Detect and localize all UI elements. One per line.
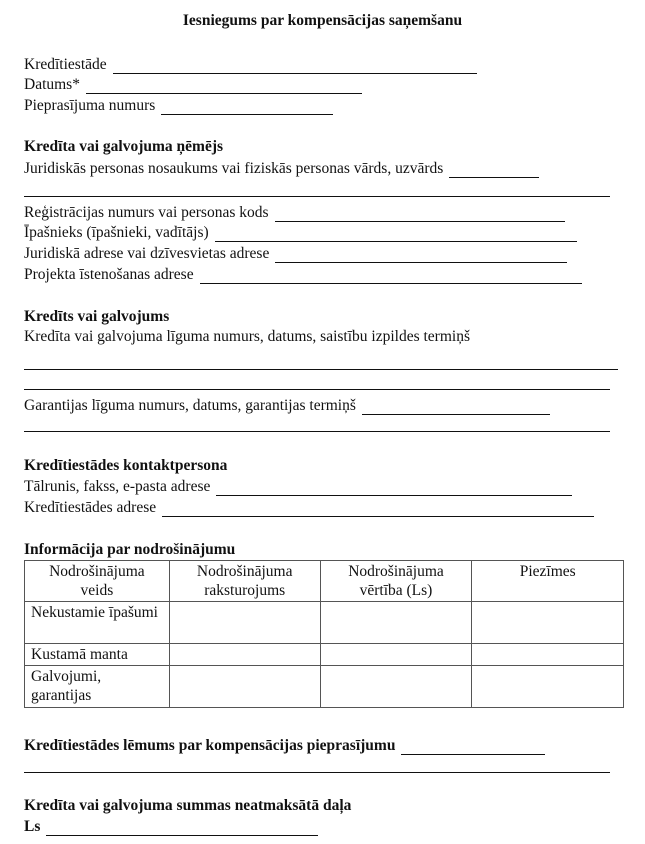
project-address-input[interactable] — [200, 269, 582, 284]
contact-phone-input[interactable] — [216, 481, 572, 496]
form-title: Iesniegums par kompensācijas saņemšanu — [182, 12, 463, 29]
date-field — [24, 74, 362, 94]
movable-property-value-cell[interactable] — [320, 644, 472, 666]
request-number-field — [24, 95, 333, 115]
credit-institution-label: Kredītiestāde — [24, 56, 107, 73]
registration-number-input[interactable] — [275, 207, 565, 222]
row-label-movable-property: Kustamā manta — [25, 644, 170, 666]
guarantee-agreement-field — [24, 395, 550, 415]
decision-continuation-line[interactable] — [24, 772, 610, 773]
credit-agreement-label: Kredīta vai galvojuma līguma numurs, datums, saistību izpildes termiņš — [24, 328, 470, 345]
unpaid-amount-field — [24, 816, 318, 836]
date-input[interactable] — [86, 79, 362, 94]
unpaid-heading: Kredīta vai galvojuma summas neatmaksātā daļa — [24, 797, 352, 814]
request-number-label: Pieprasījuma numurs — [24, 97, 156, 114]
column-header-type: Nodrošinājuma veids — [25, 561, 170, 602]
guarantee-agreement-input[interactable] — [362, 400, 550, 415]
date-label: Datums* — [24, 76, 80, 93]
registration-number-label: Reģistrācijas numurs vai personas kods — [24, 204, 269, 221]
owner-input[interactable] — [215, 227, 577, 242]
borrower-name-input[interactable] — [449, 163, 539, 178]
guarantee-agreement-continuation-line[interactable] — [24, 431, 610, 432]
column-header-notes: Piezīmes — [472, 561, 624, 602]
real-estate-description-cell[interactable] — [169, 602, 320, 644]
security-heading: Informācija par nodrošinājumu — [24, 541, 236, 558]
credit-institution-field — [24, 54, 477, 74]
credit-agreement-line-2[interactable] — [24, 389, 610, 390]
institution-address-input[interactable] — [162, 502, 594, 517]
borrower-name-continuation-line[interactable] — [24, 196, 610, 197]
table-row — [25, 602, 624, 644]
decision-heading: Kredītiestādes lēmums par kompensācijas pieprasījumu — [24, 737, 396, 754]
credit-agreement-field — [24, 326, 470, 346]
owner-label: Īpašnieks (īpašnieki, vadītājs) — [24, 224, 209, 241]
project-address-label: Projekta īstenošanas adrese — [24, 266, 194, 283]
security-table — [24, 560, 624, 708]
contact-phone-field — [24, 476, 572, 496]
legal-address-input[interactable] — [275, 248, 567, 263]
row-label-real-estate: Nekustamie īpašumi — [25, 602, 170, 644]
decision-field — [24, 735, 545, 755]
institution-address-field — [24, 497, 594, 517]
movable-property-description-cell[interactable] — [169, 644, 320, 666]
movable-property-notes-cell[interactable] — [472, 644, 624, 666]
credit-heading: Kredīts vai galvojums — [24, 308, 170, 325]
institution-address-label: Kredītiestādes adrese — [24, 499, 157, 516]
decision-input[interactable] — [401, 740, 545, 755]
security-table-header-row — [25, 561, 624, 602]
borrower-heading: Kredīta vai galvojuma ņēmējs — [24, 138, 224, 155]
unpaid-amount-input[interactable] — [46, 821, 318, 836]
request-number-input[interactable] — [161, 100, 333, 115]
credit-agreement-line-1[interactable] — [24, 369, 618, 370]
table-row — [25, 666, 624, 708]
borrower-name-label: Juridiskās personas nosaukums vai fiziskās personas vārds, uzvārds — [24, 160, 444, 177]
guarantees-notes-cell[interactable] — [472, 666, 624, 708]
table-row — [25, 644, 624, 666]
credit-institution-input[interactable] — [113, 59, 477, 74]
column-header-value: Nodrošinājuma vērtība (Ls) — [320, 561, 472, 602]
column-header-description: Nodrošinājuma raksturojums — [169, 561, 320, 602]
legal-address-label: Juridiskā adrese vai dzīvesvietas adrese — [24, 245, 270, 262]
borrower-name-field — [24, 158, 539, 178]
real-estate-value-cell[interactable] — [320, 602, 472, 644]
contact-heading: Kredītiestādes kontaktpersona — [24, 457, 228, 474]
owner-field — [24, 222, 577, 242]
guarantees-value-cell[interactable] — [320, 666, 472, 708]
real-estate-notes-cell[interactable] — [472, 602, 624, 644]
row-label-guarantees: Galvojumi, garantijas — [25, 666, 170, 708]
contact-phone-label: Tālrunis, fakss, e-pasta adrese — [24, 478, 211, 495]
currency-label: Ls — [24, 818, 41, 835]
project-address-field — [24, 264, 582, 284]
legal-address-field — [24, 243, 567, 263]
guarantee-agreement-label: Garantijas līguma numurs, datums, garantijas termiņš — [24, 397, 356, 414]
guarantees-description-cell[interactable] — [169, 666, 320, 708]
registration-number-field — [24, 202, 565, 222]
